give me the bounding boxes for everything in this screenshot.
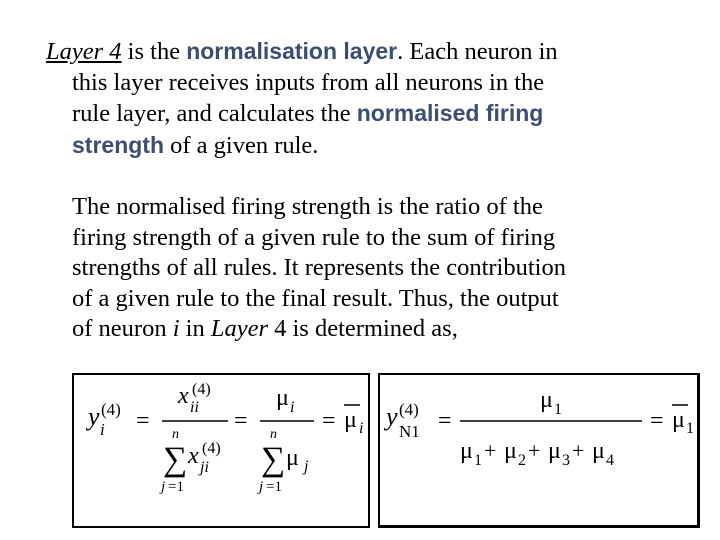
formula-x: x xyxy=(178,383,189,409)
paragraph2-line: The normalised firing strength is the ratio of the xyxy=(72,193,543,220)
term-strength: strength xyxy=(72,131,164,158)
equals-sign: = xyxy=(322,408,336,434)
text-span: of neuron xyxy=(72,315,173,342)
paragraph1-line2: this layer receives inputs from all neurons in the xyxy=(72,68,545,96)
text-span: . Each neuron in xyxy=(397,38,558,65)
paragraph1-line1 xyxy=(46,36,706,68)
formula-x: x xyxy=(188,443,199,469)
formula-mu: μ xyxy=(672,407,685,433)
term-normalised-firing: normalised firing xyxy=(356,100,544,126)
formula-example xyxy=(380,375,697,525)
formula-y: y xyxy=(88,402,100,431)
layer-label: Layer 4 xyxy=(46,38,122,65)
formula-sub: 2 xyxy=(518,452,526,469)
formula-sub: j xyxy=(304,458,309,475)
equals-sign: = xyxy=(650,408,664,434)
formula-sub: ii xyxy=(190,399,199,416)
sigma-symbol: ∑ xyxy=(261,441,286,478)
formula-mu: μ xyxy=(548,438,561,464)
formula-mu: μ xyxy=(592,438,605,464)
plus-sign: + xyxy=(528,438,541,463)
formula-box-example xyxy=(378,373,700,528)
formula-general xyxy=(74,375,370,528)
paragraph-layer4-intro xyxy=(46,36,706,161)
formula-sup: (4) xyxy=(101,400,121,419)
paragraph2-line: firing strength of a given rule to the sum of firing xyxy=(72,223,556,251)
term-normalisation-layer: normalisation layer xyxy=(186,38,398,64)
formula-sup: (4) xyxy=(192,381,211,398)
formula-sub: 3 xyxy=(562,452,570,469)
formula-mu: μ xyxy=(460,438,473,464)
equals-sign: = xyxy=(438,408,452,434)
paragraph1-line3 xyxy=(46,98,706,130)
formula-y: y xyxy=(386,402,398,431)
formula-sub: ji xyxy=(200,459,209,476)
formula-sub: 1 xyxy=(474,452,482,469)
formula-sub: i xyxy=(100,420,105,439)
formula-sub: 1 xyxy=(686,420,694,437)
sum-upper: n xyxy=(270,427,277,442)
formula-sup: (4) xyxy=(202,440,221,457)
formula-sup: (4) xyxy=(399,400,419,419)
formula-mu: μ xyxy=(286,445,299,471)
formula-mu: μ xyxy=(540,387,553,413)
plus-sign: + xyxy=(484,438,497,463)
var-i: i xyxy=(172,315,180,342)
text-span: 4 is determined as, xyxy=(268,315,458,342)
sum-upper: n xyxy=(172,427,179,442)
sigma-symbol: ∑ xyxy=(163,441,188,478)
text-span: in xyxy=(179,315,211,342)
text-span: is the xyxy=(121,38,187,65)
equals-sign: = xyxy=(136,408,150,434)
formula-sub: i xyxy=(359,420,364,437)
paragraph1-line4 xyxy=(46,130,706,162)
sum-lower-j: j xyxy=(161,479,166,495)
formula-sub: 1 xyxy=(554,401,562,418)
paragraph-normalised-strength xyxy=(72,192,712,345)
sum-lower-j: j xyxy=(259,479,264,495)
plus-sign: + xyxy=(572,438,585,463)
equals-sign: = xyxy=(234,408,248,434)
sum-lower: =1 xyxy=(266,479,282,495)
sum-lower: =1 xyxy=(168,479,184,495)
formula-mu: μ xyxy=(344,407,357,433)
formula-sub: N1 xyxy=(399,422,420,441)
formula-mu: μ xyxy=(504,438,517,464)
formula-sub: i xyxy=(290,399,295,416)
layer-word: Layer xyxy=(210,315,268,342)
paragraph2-line: of a given rule to the final result. Thus, the output xyxy=(72,284,559,312)
paragraph2-last-line xyxy=(72,314,712,345)
formula-box-general xyxy=(72,373,370,528)
paragraph2-line: strengths of all rules. It represents the contribution xyxy=(72,254,566,281)
formula-mu: μ xyxy=(276,385,289,411)
text-span: rule layer, and calculates the xyxy=(72,100,357,127)
formula-sub: 4 xyxy=(606,452,614,469)
text-span: of a given rule. xyxy=(164,131,319,159)
